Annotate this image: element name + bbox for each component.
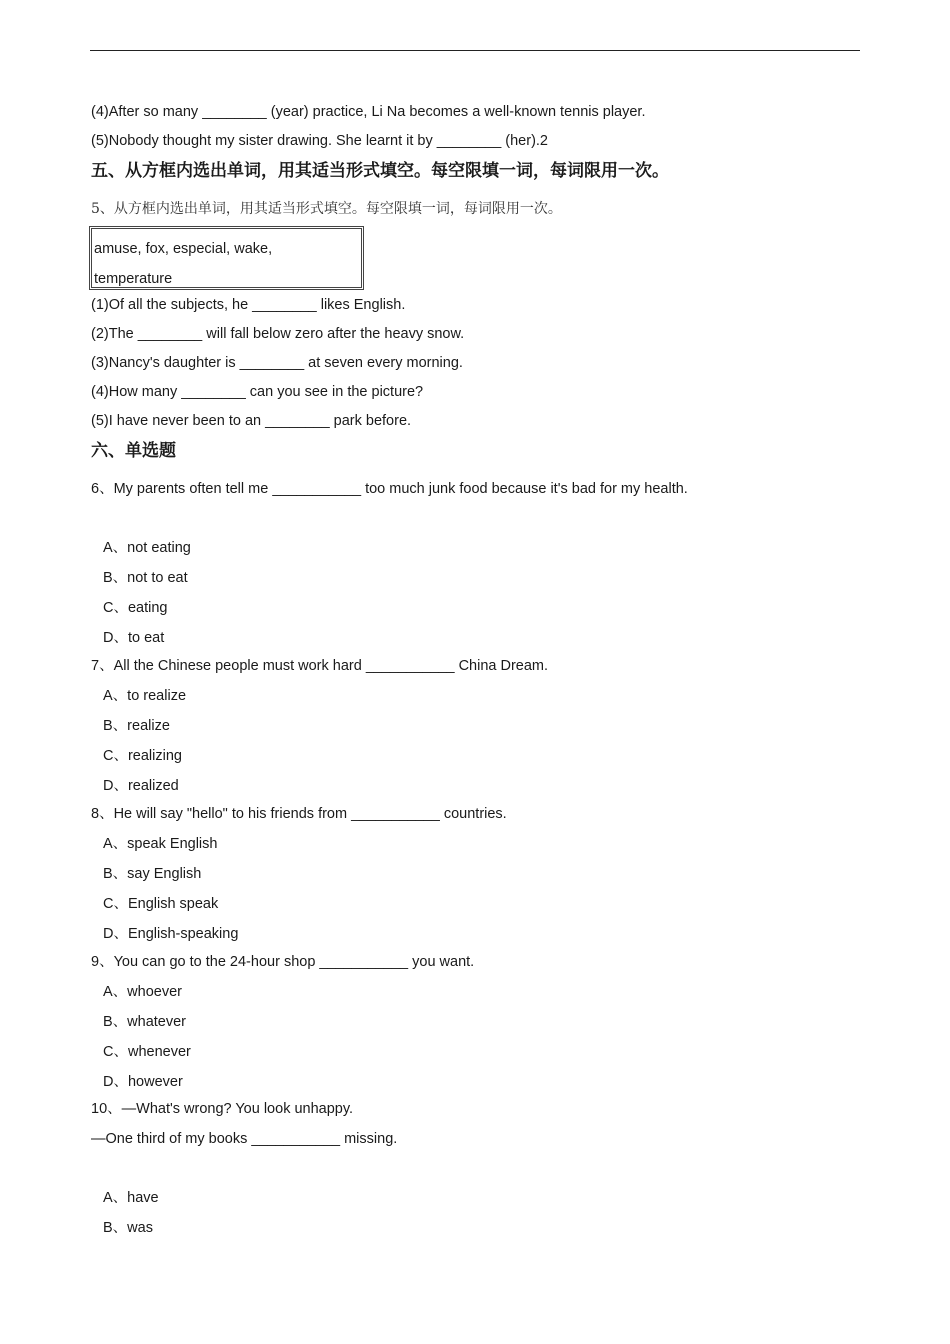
fill-item-2: (2)The ________ will fall below zero after the heavy snow. — [91, 326, 465, 342]
question-stem: 6、My parents often tell me ___________ too much junk food because it's bad for my health. — [91, 481, 688, 497]
option-a[interactable]: A、whoever — [103, 984, 182, 1000]
fill-item-3: (3)Nancy's daughter is ________ at seven every morning. — [91, 355, 463, 371]
question-stem: 10、—What's wrong? You look unhappy. — [91, 1101, 354, 1117]
fill-item-1: (1)Of all the subjects, he ________ likes English. — [91, 297, 406, 313]
question-4-fill: (4)After so many ________ (year) practice, Li Na becomes a well-known tennis player. — [91, 104, 646, 120]
option-d[interactable]: D、however — [103, 1074, 183, 1090]
option-d[interactable]: D、realized — [103, 778, 179, 794]
question-stem-reply: —One third of my books ___________ missing. — [91, 1131, 398, 1147]
option-d[interactable]: D、to eat — [103, 630, 165, 646]
question-stem: 9、You can go to the 24-hour shop ___________ you want. — [91, 954, 475, 970]
word-box-line-1: amuse, fox, especial, wake, — [94, 241, 273, 257]
option-b[interactable]: B、say English — [103, 866, 202, 882]
option-d[interactable]: D、English-speaking — [103, 926, 239, 942]
word-box-text — [94, 234, 314, 294]
option-c[interactable]: C、realizing — [103, 748, 182, 764]
option-a[interactable]: A、have — [103, 1190, 159, 1206]
section-5-instruction: 5、从方框内选出单词，用其适当形式填空。每空限填一词，每词限用一次。 — [91, 201, 562, 217]
question-stem: 8、He will say "hello" to his friends from ___________ countries. — [91, 806, 507, 822]
option-a[interactable]: A、not eating — [103, 540, 191, 556]
option-b[interactable]: B、realize — [103, 718, 170, 734]
question-stem: 7、All the Chinese people must work hard ___________ China Dream. — [91, 658, 549, 674]
option-b[interactable]: B、whatever — [103, 1014, 187, 1030]
option-c[interactable]: C、English speak — [103, 896, 219, 912]
header-rule — [90, 50, 860, 51]
word-box-line-2: temperature — [94, 271, 173, 287]
option-a[interactable]: A、speak English — [103, 836, 218, 852]
word-box — [89, 226, 364, 290]
option-c[interactable]: C、whenever — [103, 1044, 191, 1060]
fill-item-4: (4)How many ________ can you see in the picture? — [91, 384, 424, 400]
question-5-fill: (5)Nobody thought my sister drawing. She learnt it by ________ (her).2 — [91, 133, 548, 149]
option-b[interactable]: B、was — [103, 1220, 153, 1236]
section-6-heading: 六、单选题 — [91, 441, 176, 461]
option-b[interactable]: B、not to eat — [103, 570, 188, 586]
fill-item-5: (5)I have never been to an ________ park before. — [91, 413, 412, 429]
section-5-heading: 五、从方框内选出单词，用其适当形式填空。每空限填一词，每词限用一次。 — [91, 161, 669, 181]
option-c[interactable]: C、eating — [103, 600, 168, 616]
option-a[interactable]: A、to realize — [103, 688, 187, 704]
